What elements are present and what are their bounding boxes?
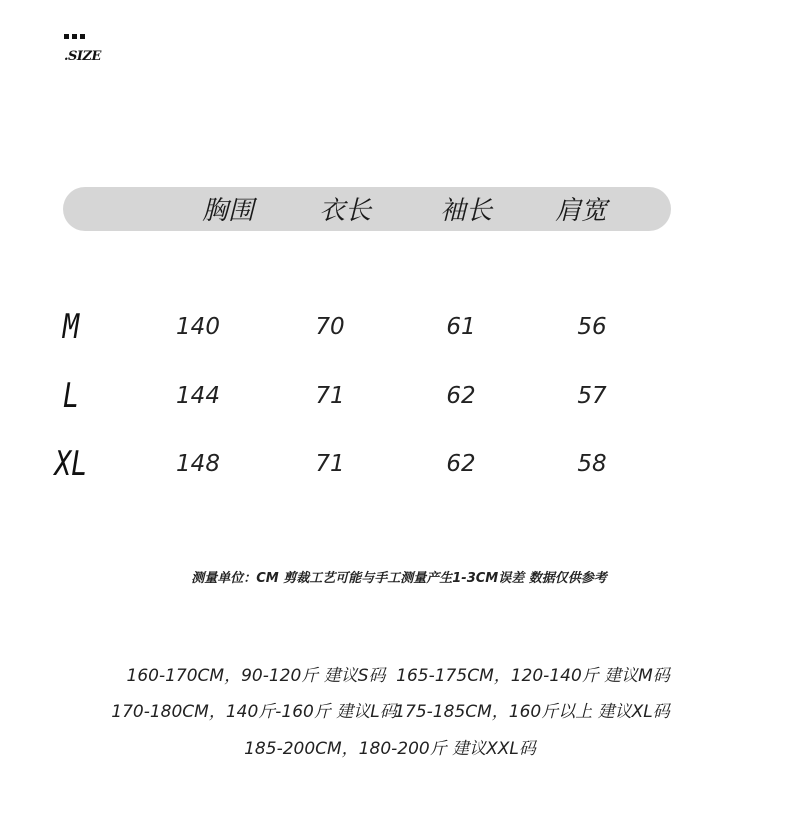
table-header bbox=[63, 187, 671, 231]
size-logo bbox=[64, 34, 101, 64]
sleeve-value: 62 bbox=[446, 383, 476, 409]
sleeve-value: 62 bbox=[446, 451, 476, 477]
header-chest: 胸围 bbox=[201, 196, 255, 226]
recommendation-xxl: 185-200CM，180-200斤 建议XXL码 bbox=[244, 739, 536, 759]
shoulder-value: 56 bbox=[577, 314, 607, 340]
header-shoulder: 肩宽 bbox=[554, 196, 608, 226]
header-sleeve: 袖长 bbox=[439, 196, 493, 226]
chest-value: 144 bbox=[176, 383, 220, 409]
recommendation-m: 165-175CM，120-140斤 建议M码 bbox=[396, 666, 670, 686]
header-length: 衣长 bbox=[318, 196, 372, 226]
length-value: 71 bbox=[315, 451, 345, 477]
size-label: L bbox=[62, 376, 80, 416]
recommendation-xl: 175-185CM，160斤以上 建议XL码 bbox=[394, 702, 670, 722]
chest-value: 140 bbox=[176, 314, 220, 340]
recommendation-s: 160-170CM，90-120斤 建议S码 bbox=[126, 666, 386, 686]
table-row bbox=[0, 302, 790, 352]
logo-text: .SIZE bbox=[64, 49, 101, 64]
table-row bbox=[0, 371, 790, 421]
length-value: 71 bbox=[315, 383, 345, 409]
recommendation-l: 170-180CM，140斤-160斤 建议L码 bbox=[111, 702, 397, 722]
measurement-note: 测量单位：CM 剪裁工艺可能与手工测量产生1-3CM误差 数据仅供参考 bbox=[191, 571, 607, 586]
shoulder-value: 58 bbox=[577, 451, 607, 477]
chest-value: 148 bbox=[176, 451, 220, 477]
table-row bbox=[0, 439, 790, 489]
logo-dots-icon bbox=[64, 34, 101, 39]
sleeve-value: 61 bbox=[446, 314, 476, 340]
length-value: 70 bbox=[315, 314, 345, 340]
size-label: XL bbox=[54, 444, 88, 484]
shoulder-value: 57 bbox=[577, 383, 607, 409]
size-label: M bbox=[62, 307, 80, 347]
